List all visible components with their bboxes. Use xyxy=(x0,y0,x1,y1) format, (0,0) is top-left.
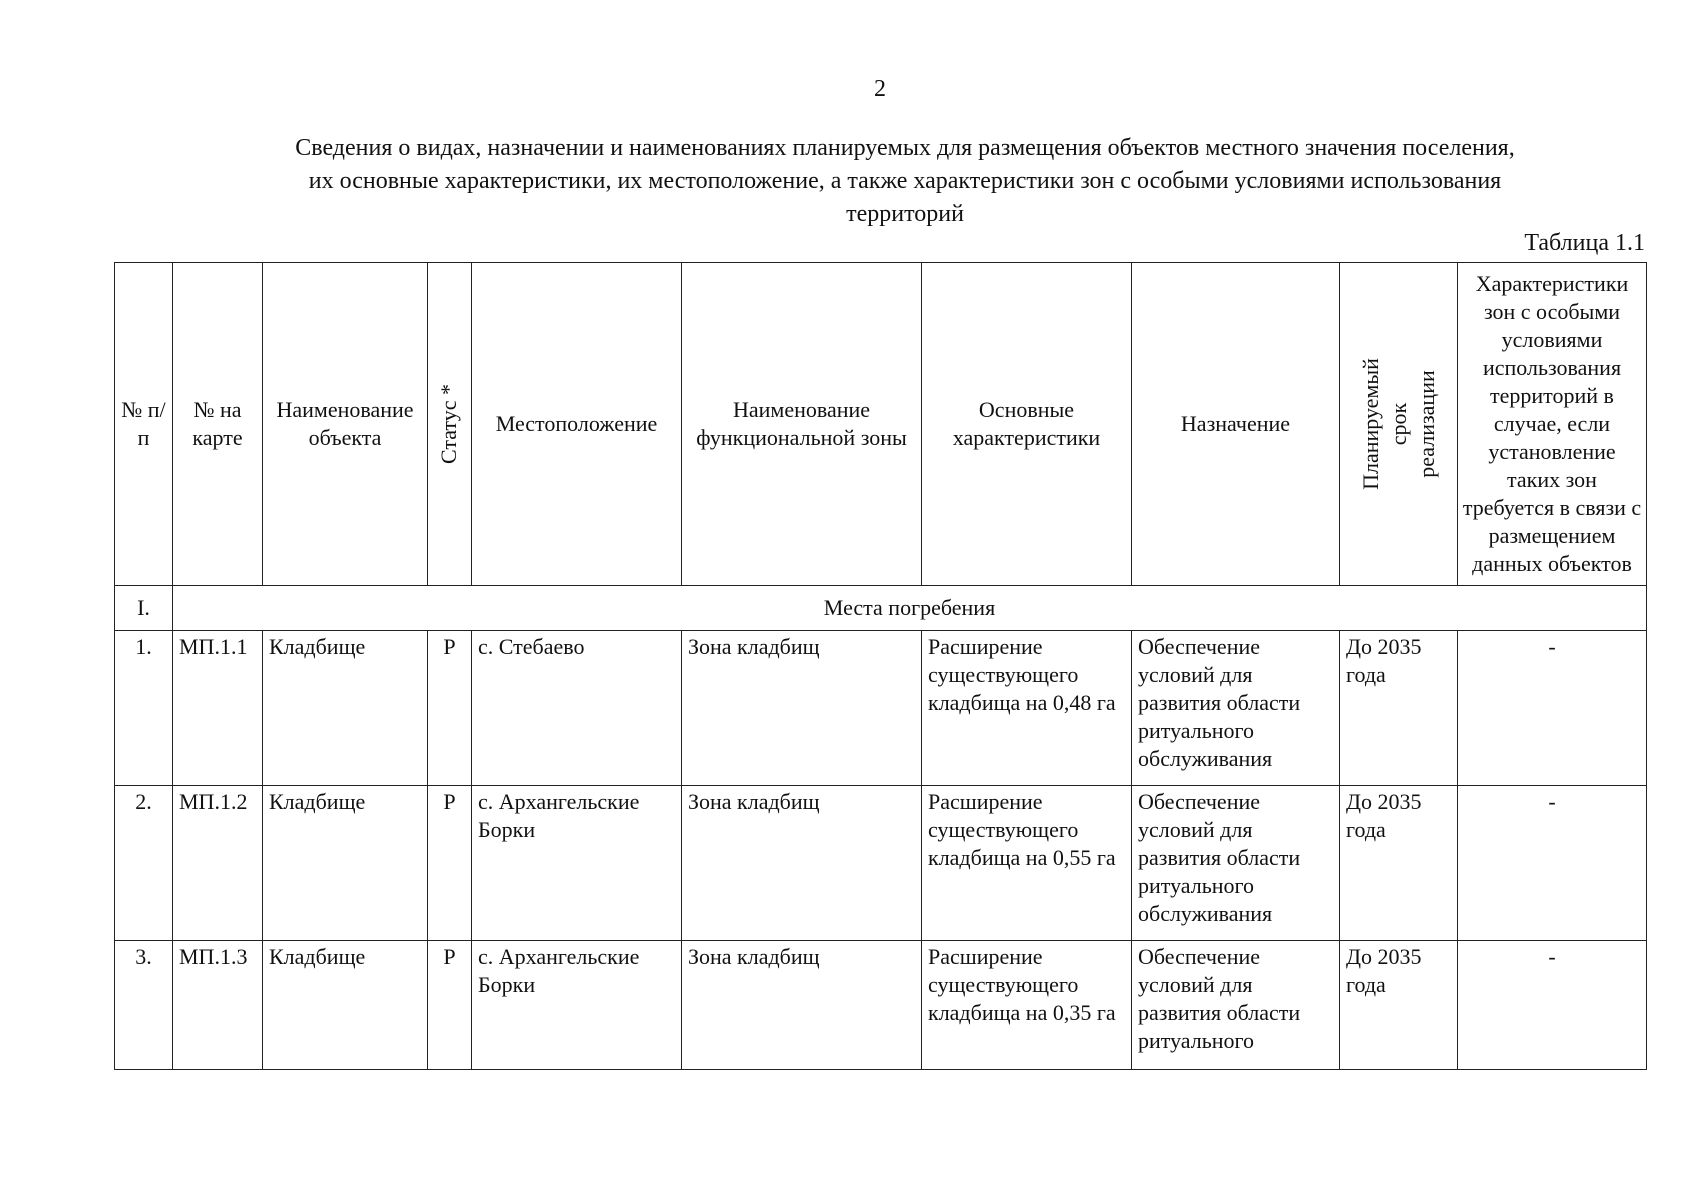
row-special-zones: - xyxy=(1458,786,1647,941)
row-num: 1. xyxy=(115,631,173,786)
row-map-num: МП.1.3 xyxy=(173,941,263,1070)
row-status: Р xyxy=(428,631,472,786)
row-term: До 2035 года xyxy=(1340,786,1458,941)
title-line-2: их основные характеристики, их местоположение, а также характеристики зон с особыми условиями использования xyxy=(308,168,1502,194)
row-purpose: Обеспечение условий для развития области ритуального обслуживания xyxy=(1132,786,1340,941)
header-map-num: № на карте xyxy=(173,263,263,586)
header-status-label: Статус * xyxy=(436,383,462,465)
row-map-num: МП.1.1 xyxy=(173,631,263,786)
row-status: Р xyxy=(428,941,472,1070)
row-location: с. Стебаево xyxy=(472,631,682,786)
row-location: с. Архангельские Борки xyxy=(472,941,682,1070)
header-characteristics: Основные характеристики xyxy=(922,263,1132,586)
row-num: 3. xyxy=(115,941,173,1070)
header-term-label: Планируемый срок реализации xyxy=(1357,358,1439,490)
row-characteristics: Расширение существующего кладбища на 0,48 га xyxy=(922,631,1132,786)
document-title xyxy=(170,132,1640,231)
row-zone: Зона кладбищ xyxy=(682,786,922,941)
row-purpose: Обеспечение условий для развития области ритуального обслуживания xyxy=(1132,631,1340,786)
row-term: До 2035 года xyxy=(1340,631,1458,786)
row-num: 2. xyxy=(115,786,173,941)
header-special-zones: Характеристики зон с особыми условиями использования территорий в случае, если установление таких зон требуется в связи с размещением данных объектов xyxy=(1458,263,1647,586)
row-special-zones: - xyxy=(1458,631,1647,786)
row-name: Кладбище xyxy=(263,786,428,941)
row-map-num: МП.1.2 xyxy=(173,786,263,941)
objects-table xyxy=(114,262,1647,1070)
header-term xyxy=(1340,263,1458,586)
row-term: До 2035 года xyxy=(1340,941,1458,1070)
header-name: Наименование объекта xyxy=(263,263,428,586)
section-num: I. xyxy=(115,586,173,631)
row-characteristics: Расширение существующего кладбища на 0,55 га xyxy=(922,786,1132,941)
table-row xyxy=(115,786,1647,941)
row-location: с. Архангельские Борки xyxy=(472,786,682,941)
header-zone: Наименование функциональной зоны xyxy=(682,263,922,586)
row-special-zones: - xyxy=(1458,941,1647,1070)
page-number: 2 xyxy=(874,76,886,102)
section-row xyxy=(115,586,1647,631)
table-label: Таблица 1.1 xyxy=(1524,230,1645,256)
header-status xyxy=(428,263,472,586)
row-purpose: Обеспечение условий для развития области ритуального xyxy=(1132,941,1340,1070)
table-row xyxy=(115,941,1647,1070)
row-zone: Зона кладбищ xyxy=(682,941,922,1070)
row-zone: Зона кладбищ xyxy=(682,631,922,786)
row-characteristics: Расширение существующего кладбища на 0,35 га xyxy=(922,941,1132,1070)
section-title: Места погребения xyxy=(173,586,1647,631)
title-line-1: Сведения о видах, назначении и наименованиях планируемых для размещения объектов местного значения поселения, xyxy=(295,135,1515,161)
header-location: Местоположение xyxy=(472,263,682,586)
table-row xyxy=(115,631,1647,786)
row-status: Р xyxy=(428,786,472,941)
row-name: Кладбище xyxy=(263,941,428,1070)
header-purpose: Назначение xyxy=(1132,263,1340,586)
table-header-row xyxy=(115,263,1647,586)
header-num: № п/п xyxy=(115,263,173,586)
row-name: Кладбище xyxy=(263,631,428,786)
title-line-3: территорий xyxy=(846,201,964,227)
